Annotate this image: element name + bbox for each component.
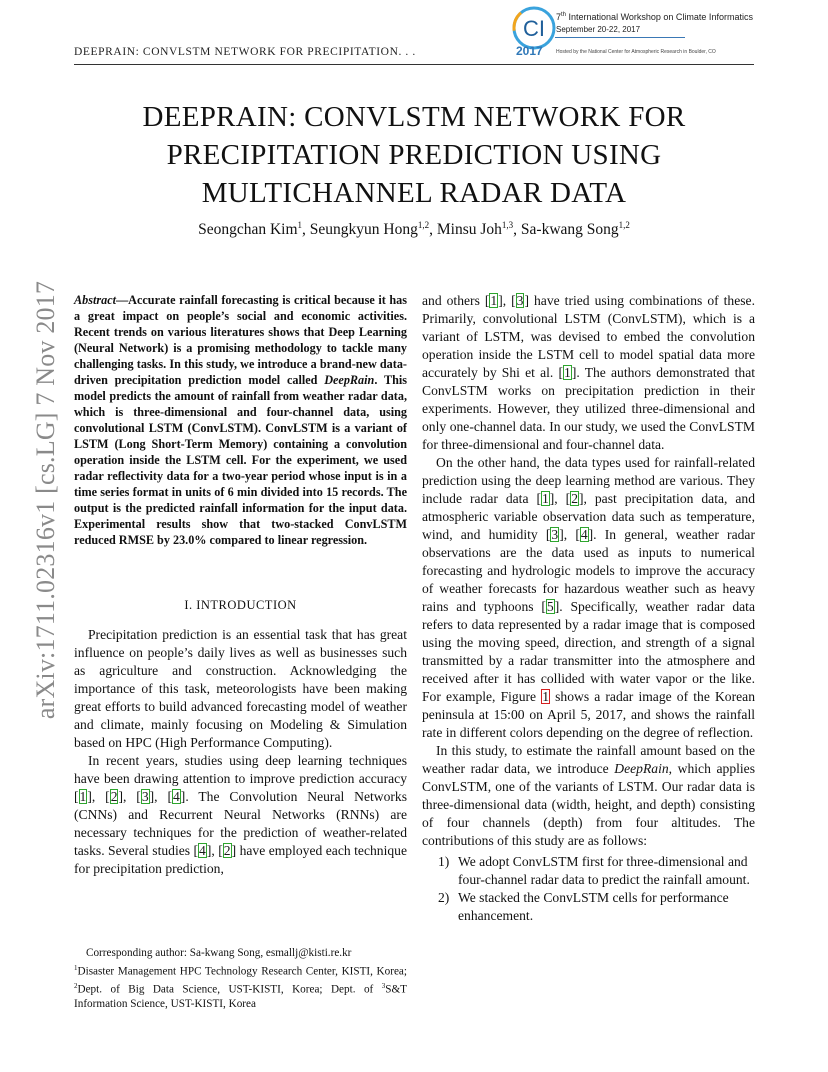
- citation-link[interactable]: 4: [580, 527, 588, 542]
- paper-title: [74, 98, 754, 212]
- model-name: DeepRain: [614, 761, 669, 776]
- affiliation-mark: 2: [74, 981, 78, 990]
- paragraph-text: In recent years, studies using deep learning techniques have been drawing attention to improve prediction accuracy: [74, 753, 407, 786]
- contribution-list: [422, 853, 755, 925]
- affiliation-mark: 1: [74, 963, 78, 972]
- right-column: [422, 292, 755, 925]
- section-heading-introduction: I. INTRODUCTION: [184, 598, 297, 612]
- paragraph-text: and others: [422, 293, 485, 308]
- list-item: [422, 889, 755, 925]
- abstract-label: Abstract: [74, 293, 116, 307]
- citation-link[interactable]: 5: [546, 599, 554, 614]
- footnote: [74, 946, 407, 1011]
- body-paragraph: and others [1], [3] have tried using combinations of these. Primarily, convolutional LSTM (ConvLSTM), which is a variant of LSTM, was devised to embed the convolution operation inside the LSTM cell to model spatial data more accurately by Shi et al. [1]. The authors demonstrated that ConvLSTM works on precipitation prediction in their experiments. However, they utilized three-dimensional and only one-channel data. In our study, we used the ConvLSTM for three-dimensional and four-channel data.: [422, 293, 755, 452]
- paragraph-text: have tried using combinations of these. Primarily, convolutional LSTM (ConvLSTM), which is a variant of LSTM, was devised to embed the convolution operation inside the LSTM cell to model spatial data more accurately by Shi et al.: [422, 293, 755, 380]
- citation-link[interactable]: 3: [551, 527, 559, 542]
- paragraph-text: . In general, weather radar observations are the data used as inputs to numerical forecasting and hydrologic models to improve the accuracy of weather forecasts for hazardous weather such as heavy rains and typhoons: [422, 527, 755, 614]
- abstract-text: —Accurate rainfall forecasting is critical because it has a great impact on people’s social and economic activities. Recent trends on various literatures shows that Deep Learning (Neural Network) is a promising methodology to tackle many challenging tasks. In this study, we introduce a brand-new data-driven precipitation prediction model called: [74, 293, 407, 387]
- paragraph-text: On the other hand, the data types used for rainfall-related prediction using the deep learning method are various. They include radar data: [422, 455, 755, 506]
- left-column: [74, 292, 407, 878]
- workshop-ordinal-suffix: th: [561, 12, 567, 18]
- author-list: Seongchan Kim$^1$, Seungkyun Hong$^{1,2}$, Minsu Joh$^{1,3}$, Sa-kwang Song$^{1,2}$: [198, 220, 630, 239]
- list-item-text: We stacked the ConvLSTM cells for performance enhancement.: [458, 890, 729, 923]
- citation-link[interactable]: 2: [571, 491, 578, 506]
- citation-link[interactable]: 1: [564, 365, 571, 380]
- intro-paragraph: In recent years, studies using deep learning techniques have been drawing attention to improve prediction accuracy [1], [2], [3], [4]. The Convolution Neural Networks (CNNs) and Recurrent Neural Networks (RNNs) are necessary techniques for the prediction of weather-related tasks. Several studies [4], [2] have employed each technique for precipitation prediction,: [74, 753, 408, 876]
- abstract-model-name: DeepRain: [324, 373, 375, 387]
- citation-link[interactable]: 2: [223, 843, 231, 858]
- author-affiliation: 1,3: [501, 220, 514, 230]
- paragraph-text: have employed each technique for precipitation prediction,: [74, 843, 407, 876]
- workshop-host: Hosted by the National Center for Atmospheric Research in Boulder, CO: [556, 49, 716, 55]
- author-affiliation: 1,2: [417, 220, 430, 230]
- author-name: Minsu Joh: [436, 221, 502, 239]
- abstract-text: . This model predicts the amount of rainfall from weather radar data, which is three-dimensional and four-channel data, using convolutional LSTM (ConvLSTM). ConvLSTM is a variant of LSTM (Long Short-Term Memory) containing a convolution operation inside the LSTM cell. For the experiment, we used radar reflectivity data for a two-year period whose input is in a time series format in units of 6 min divided into 15 records. The output is the predicted rainfall information for the input data. Experimental results show that two-stacked ConvLSTM reduced RMSE by 23.0% compared to linear regression.: [74, 373, 407, 547]
- workshop-title: International Workshop on Climate Informatics: [566, 12, 753, 22]
- author-name: Seongchan Kim: [198, 221, 298, 239]
- intro-paragraph: Precipitation prediction is an essential task that has great influence on people’s daily lives as well as businesses such as agriculture and construction. Acknowledging the importance of this task, meteorologists have been making great efforts to build advanced forecasting model of weather and climate, mainly focusing on Modeling & Simulation based on HPC (High Performance Computing).: [74, 627, 407, 750]
- workshop-year: 2017: [516, 44, 543, 58]
- affiliation-text: Dept. of Big Data Science, UST-KISTI, Korea; Dept. of: [77, 983, 382, 996]
- citation-link[interactable]: 3: [141, 789, 149, 804]
- corresponding-author: Corresponding author: Sa-kwang Song, esmallj@kisti.re.kr: [86, 947, 352, 959]
- citation-link[interactable]: 1: [79, 789, 87, 804]
- paragraph-text: . The authors demonstrated that ConvLSTM works on precipitation prediction in their experiments. However, they utilized three-dimensional and only one-channel data. In our study, we used the ConvLSTM for three-dimensional and four-channel data.: [422, 365, 755, 452]
- author-affiliation: 1: [297, 220, 303, 230]
- arxiv-stamp: arXiv:1711.02316v1 [cs.LG] 7 Nov 2017: [31, 280, 60, 720]
- citation-link[interactable]: 1: [541, 491, 549, 506]
- author-name: Sa-kwang Song: [520, 221, 619, 239]
- body-paragraph: [422, 742, 755, 850]
- author-affiliation: 1,2: [618, 220, 630, 230]
- citation-link[interactable]: 4: [199, 843, 206, 858]
- list-number: 2): [438, 890, 450, 905]
- title-line-1: DEEPRAIN: CONVLSTM NETWORK FOR: [142, 101, 686, 133]
- workshop-name: [556, 12, 753, 22]
- author-name: Seungkyun Hong: [309, 221, 418, 239]
- paragraph-text: In this study, to estimate the rainfall amount based on the weather radar data, we introduce: [422, 743, 755, 776]
- workshop-ordinal: 7: [556, 12, 562, 22]
- abstract: [74, 292, 407, 548]
- paragraph-text: , which applies ConvLSTM, one of the variants of LSTM. Our radar data is three-dimensional data (width, height, and depth) consisting of four channels (depth) from four altitudes. The contributions of this study are as follows:: [422, 761, 756, 848]
- title-line-2: PRECIPITATION PREDICTION USING: [166, 139, 662, 171]
- list-item-text: We adopt ConvLSTM first for three-dimensional and four-channel radar data to predict the rainfall amount.: [458, 854, 750, 887]
- affiliations: [74, 961, 407, 1012]
- paragraph-text: , past precipitation data, and atmospheric variable observation data such as temperature, wind, and humidity: [422, 491, 755, 542]
- workshop-rule: [555, 37, 685, 38]
- citation-link[interactable]: 2: [110, 789, 118, 804]
- figure-reference-link[interactable]: 1: [542, 689, 549, 704]
- body-paragraph: On the other hand, the data types used for rainfall-related prediction using the deep learning method are various. They include radar data [1], [2], past precipitation data, and atmospheric variable observation data such as temperature, wind, and humidity [3], [4]. In general, weather radar observations are the data used as inputs to numerical forecasting and hydrologic models to improve the accuracy of weather forecasts for hazardous weather such as heavy rains and typhoons [5]. Specifically, weather radar data refers to data represented by a radar image that is composed using the moving speed, direction, and strength of a signal transmitted by a radar transmitter into the atmosphere and received after it has collided with water vapor or the like. For example, Figure 1 shows a radar image of the Korean peninsula at 15:00 on April 5, 2017, and shows the rainfall rate in different colors depending on the degree of reflection.: [422, 455, 755, 740]
- list-number: 1): [438, 854, 450, 869]
- title-line-3: MULTICHANNEL RADAR DATA: [201, 177, 627, 209]
- affiliation-text: Disaster Management HPC Technology Research Center, KISTI, Korea;: [77, 965, 407, 978]
- affiliation-mark: 3: [381, 981, 386, 990]
- citation-link[interactable]: 4: [173, 789, 180, 804]
- list-item: [422, 853, 755, 889]
- workshop-dates: September 20-22, 2017: [556, 25, 641, 34]
- paragraph-text: . Specifically, weather radar data refers to data represented by a radar image that is composed using the moving speed, direction, and strength of a signal transmitted by a radar transmitter into the atmosphere and received after it has collided with water vapor or the like. For example, Figure: [422, 599, 755, 704]
- logo-text: CI: [523, 16, 545, 41]
- paragraph-text: shows a radar image of the Korean peninsula at 15:00 on April 5, 2017, and shows the rainfall rate in different colors depending on the degree of reflection.: [422, 689, 755, 740]
- paragraph-text: . The Convolution Neural Networks (CNNs) and Recurrent Neural Networks (RNNs) are necessary techniques for the prediction of weather-related tasks. Several studies: [74, 789, 408, 858]
- citation-link[interactable]: 3: [516, 293, 524, 308]
- citation-link[interactable]: 1: [490, 293, 498, 308]
- header-rule: [74, 64, 754, 65]
- running-head: DEEPRAIN: CONVLSTM NETWORK FOR PRECIPITATION. . .: [74, 46, 416, 58]
- affiliation-text: S&T Information Science, UST-KISTI, Korea: [74, 983, 407, 1010]
